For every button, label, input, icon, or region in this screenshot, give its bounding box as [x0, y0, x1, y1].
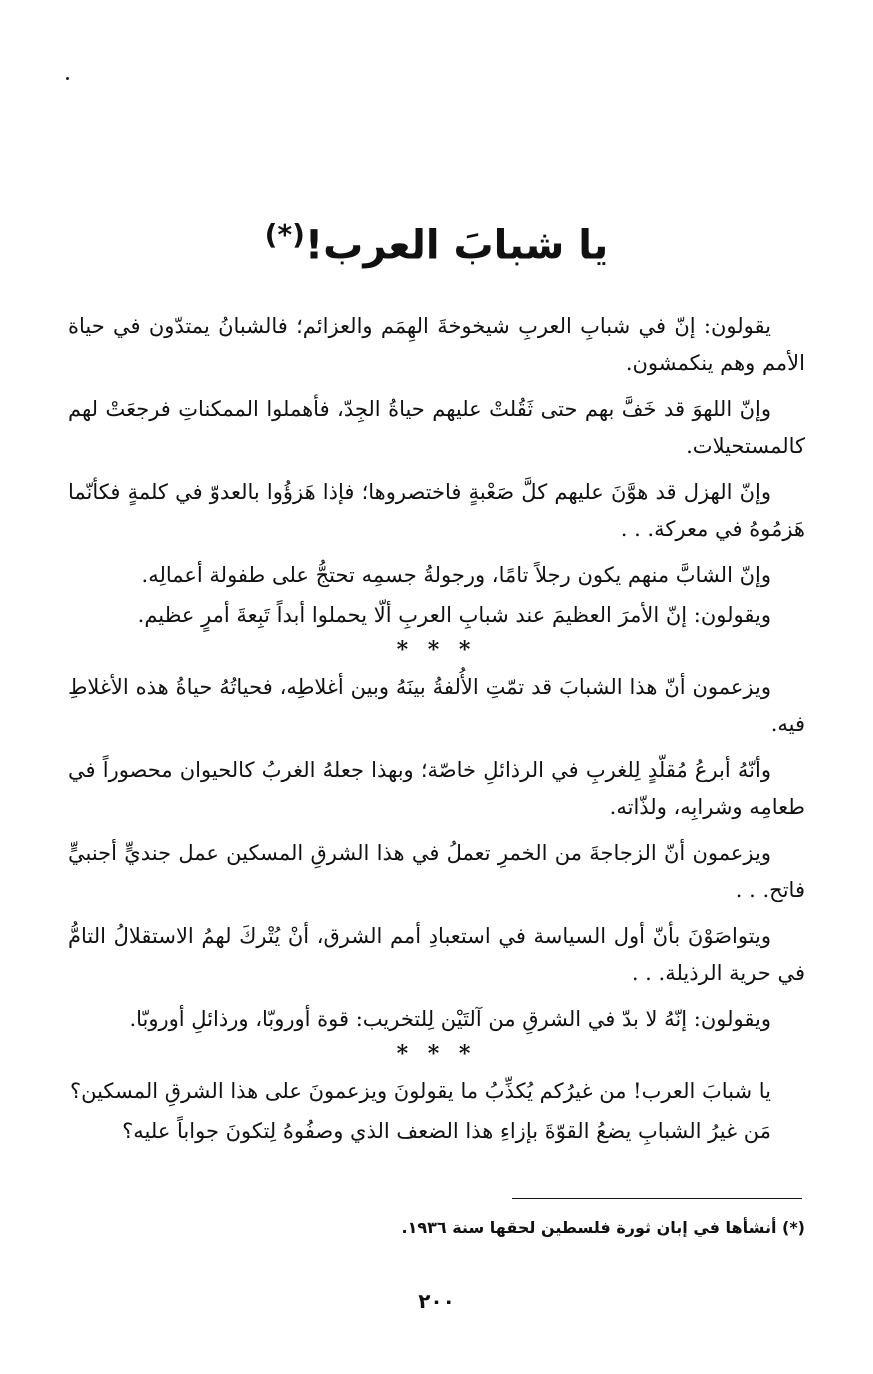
- page-speck: [66, 77, 69, 80]
- chapter-body: [68, 308, 805, 1153]
- footnote-divider: [512, 1198, 802, 1199]
- paragraph: ويزعمون أنّ الزجاجةَ من الخمرِ تعملُ في هذا الشرقِ المسكين عمل جنديٍّ أجنبيٍّ فاتح. . .: [68, 841, 805, 902]
- paragraph: وإنّ الشابَّ منهم يكون رجلاً تامًا، ورجولةُ جسمِه تحتجُّ على طفولة أعمالِه.: [141, 563, 771, 587]
- chapter-title-text: يا شبابَ العرب!: [304, 222, 609, 269]
- paragraph: ويقولون: إنّهُ لا بدّ في الشرقِ من آلتَيْن لِلتخريب: قوة أوروبّا، ورذائلِ أوروبّا.: [129, 1007, 771, 1031]
- paragraph: وإنّ الهزل قد هوَّنَ عليهم كلَّ صَعْبةٍ فاختصروها؛ فإذا هَزؤُوا بالعدوّ في كلمةٍ فكأنّما هَزمُوهُ في معركة. . .: [68, 480, 805, 541]
- page-number: ٢٠٠: [418, 1289, 455, 1313]
- footnote: (*) أنشأها في إبان ثورة فلسطين لحقها سنة ١٩٣٦.: [401, 1218, 805, 1237]
- paragraph: ويتواصَوْنَ بأنّ أول السياسة في استعبادِ أمم الشرق، أنْ يُتْركَ لهمُ الاستقلالُ التامُّ في حرية الرذيلة. . .: [68, 924, 805, 985]
- section-separator: * * *: [396, 1041, 477, 1067]
- paragraph: يا شبابَ العرب! من غيرُكم يُكذِّبُ ما يقولونَ ويزعمونَ على هذا الشرقِ المسكين؟: [69, 1079, 771, 1103]
- paragraph: ويقولون: إنّ الأمرَ العظيمَ عند شبابِ العربِ ألّا يحملوا أبداً تَبِعةَ أمرٍ عظيم.: [137, 603, 771, 627]
- paragraph: وإنّ اللهوَ قد خَفَّ بهم حتى ثَقُلتْ عليهم حياةُ الجِدّ، فأهملوا الممكناتِ فرجعَتْ لهم كالمستحيلات.: [68, 397, 805, 458]
- section-separator: * * *: [396, 637, 477, 663]
- paragraph: مَن غيرُ الشبابِ يضعُ القوّةَ بإزاءِ هذا الضعف الذي وصفُوهُ لِتكونَ جواباً عليه؟: [122, 1119, 771, 1143]
- footnote-marker: (*): [264, 218, 305, 251]
- paragraph: يقولون: إنّ في شبابِ العربِ شيخوخةَ الهِمَم والعزائم؛ فالشبانُ يمتدّون في حياة الأمم وهم ينكمشون.: [68, 314, 805, 375]
- paragraph: وأنّهُ أبرعُ مُقلّدٍ لِلغربِ في الرذائلِ خاصّة؛ وبهذا جعلهُ الغربُ كالحيوان محصوراً في طعامِه وشرابِه، ولذّاته.: [68, 758, 805, 819]
- paragraph: ويزعمون أنّ هذا الشبابَ قد تمّتِ الأُلفةُ بينَهُ وبين أغلاطِه، فحياتُهُ حياةُ هذه الأغلاطِ فيه.: [68, 675, 805, 736]
- chapter-title: [0, 205, 873, 275]
